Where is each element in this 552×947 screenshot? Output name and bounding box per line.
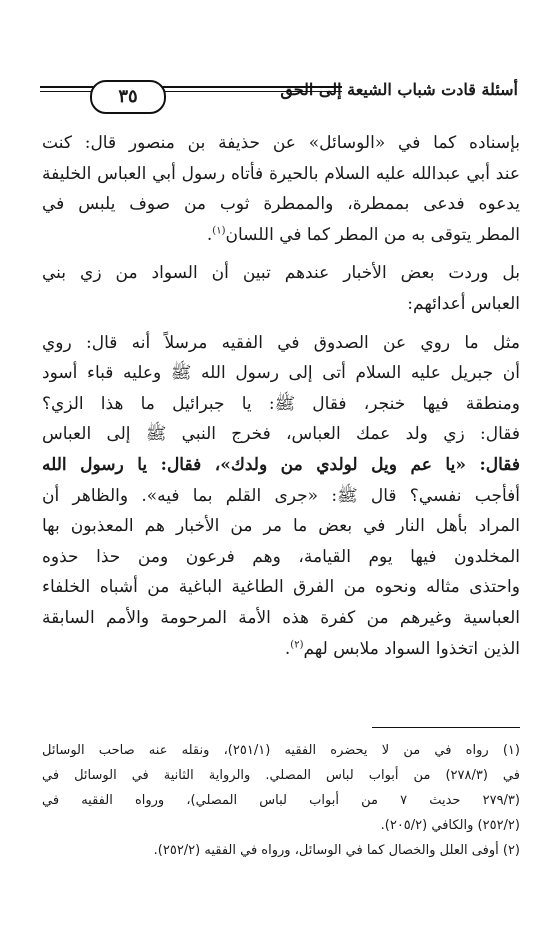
paragraph-1 (42, 128, 520, 250)
footnote-line: (١) رواه في من لا يحضره الفقيه (٢٥١/١)، ونقله عنه صاحب الوسائل (42, 743, 520, 758)
text-line: أفأجب نفسي؟ قال ﷺ: «جرى القلم بما فيه». والظاهر أن (42, 485, 520, 506)
text-line: بإسناده كما في «الوسائل» عن حذيفة بن منصور قال: كنت (42, 133, 520, 153)
text-line: العباس أعدائهم: (407, 293, 520, 314)
text-line: فقال: «يا عم ويل لولدي من ولدك»، فقال: يا رسول الله (42, 454, 520, 475)
footnote-line: في (٢٧٨/٣) من أبواب لباس المصلي. والرواية الثانية في الوسائل في (42, 768, 520, 783)
paragraph-2 (42, 258, 520, 319)
text-line: مثل ما روي عن الصدوق في الفقيه مرسلاً أنه قال: روي (42, 332, 520, 353)
text-line: الذين اتخذوا السواد ملابس لهم$^{(٢)}$. (284, 638, 520, 659)
page-number: ٣٥ (90, 80, 166, 114)
text-line: العباسية وغيرهم من كفرة هذه الأمة المرحومة والأمم السابقة (42, 607, 520, 628)
footnote-1 (42, 738, 520, 838)
main-text (42, 128, 520, 672)
footnote-2 (42, 838, 520, 863)
header-rule (40, 86, 342, 107)
text-line: واحتذى مثاله ونحوه من الفرق الطاغية الباغية من أشباه الخلفاء (42, 577, 520, 598)
text-line: المراد بأهل النار في بعض ما مر من الأخبار هم المعذبون بها (42, 516, 520, 537)
footnotes (42, 738, 520, 863)
footnote-line: (٢) أوفى العلل والخصال كما في الوسائل، ورواه في الفقيه (٢٥٢/٢). (153, 843, 520, 858)
text-line: المطر يتوقى به من المطر كما في اللسان$^{(١)}$. (206, 224, 520, 245)
text-line: أن جبريل عليه السلام أتى إلى رسول الله ﷺ وعليه قباء أسود (42, 363, 520, 384)
running-title: أسئلة قادت شباب الشيعة إلى الحق (280, 80, 518, 99)
footnote-ref-2: (٢) (290, 638, 304, 650)
text-line: ومنطقة فيها خنجر، فقال ﷺ: يا جبرائيل ما هذا الزي؟ (42, 393, 520, 414)
footnote-line: (٢٥٢/٢) والكافي (٢٠٥/٢). (380, 818, 520, 833)
text-line: عند أبي عبدالله عليه السلام بالحيرة فأتاه رسول أبي العباس الخليفة (42, 163, 520, 184)
text-line: بل وردت بعض الأخبار عندهم تبين أن السواد من زي بني (42, 263, 520, 284)
paragraph-3 (42, 328, 520, 665)
footnote-divider (372, 727, 520, 728)
footnote-ref-1: (١) (212, 225, 226, 237)
text-line: المخلدون فيها يوم القيامة، وهم فرعون ومن حذا حذوه (42, 546, 520, 567)
footnote-line: (٢٧٩/٣ حديث ٧ من أبواب لباس المصلي)، ورواه الفقيه في (42, 793, 520, 808)
page-header (40, 78, 518, 108)
text-line: فقال: زي ولد عمك العباس، فخرج النبي ﷺ إلى العباس (42, 424, 520, 445)
text-line: يدعوه فدعى بممطرة، والممطرة ثوب من صوف يلبس في (42, 194, 520, 215)
